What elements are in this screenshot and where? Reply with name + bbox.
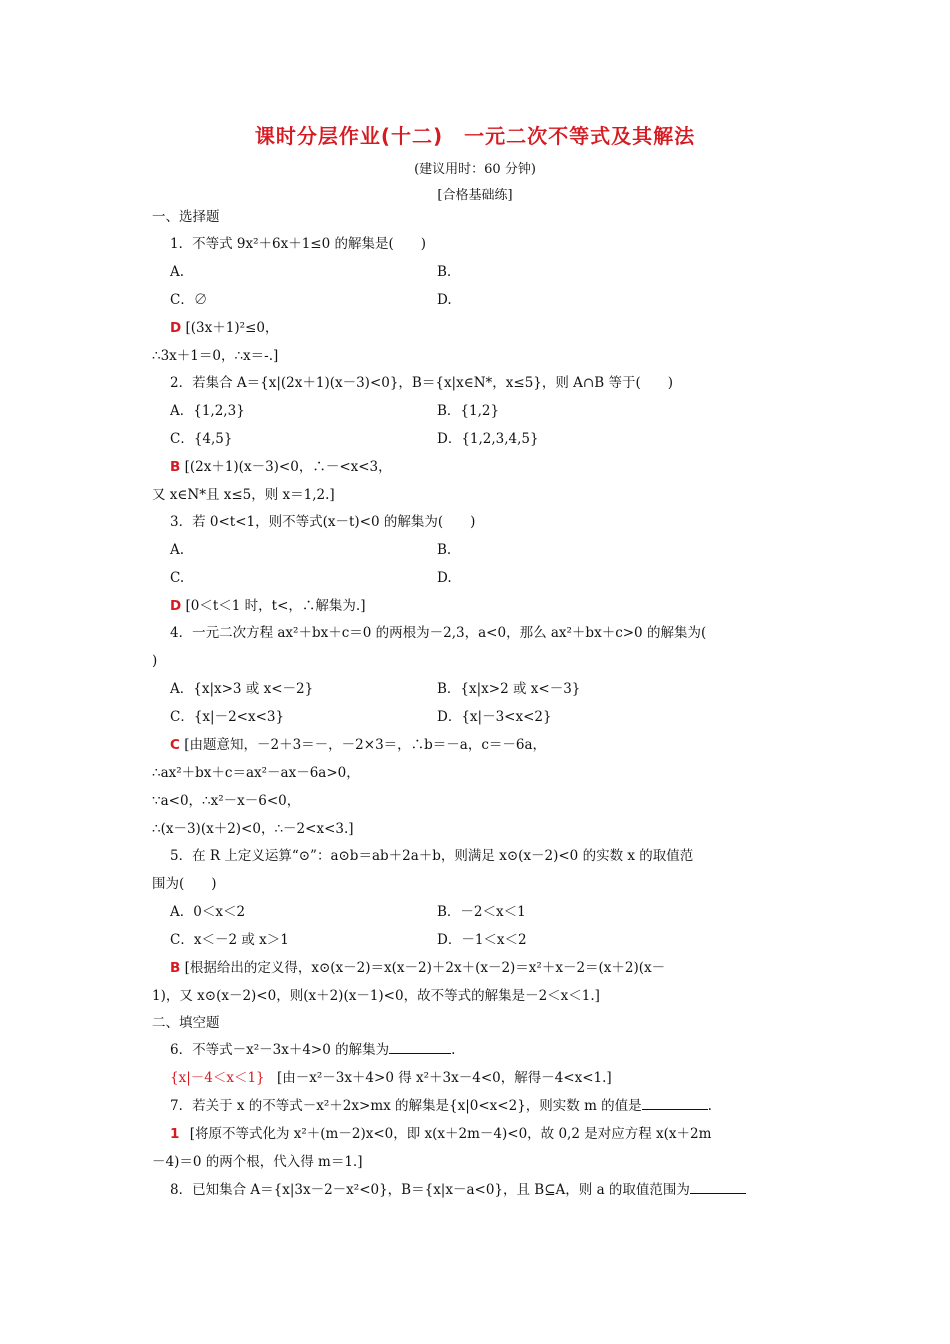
q7-answer-value: 1 xyxy=(170,1126,180,1142)
q3-option-b: B. xyxy=(437,542,452,558)
q1-answer-letter: D xyxy=(170,320,182,336)
q4-answer-text: [由题意知，－2＋3＝－，－2×3＝，∴b＝－a，c＝－6a， xyxy=(184,737,547,753)
q1-answer xyxy=(170,319,278,337)
q7-answer-text: [将原不等式化为 x²＋(m－2)x<0，即 x(x＋2m－4)<0，故 0,2 是对应方程 x(x＋2m xyxy=(189,1126,712,1142)
page-title: 课时分层作业(十二) 一元二次不等式及其解法 xyxy=(254,124,696,148)
q4-option-b: B．{x|x>2 或 x<－3} xyxy=(437,681,581,697)
q1-answer-line2: ∴3x＋1＝0，∴x＝-.] xyxy=(152,348,279,364)
q2-option-b: B．{1,2} xyxy=(437,403,500,419)
q4-answer-line4: ∴(x－3)(x＋2)<0，∴－2<x<3.] xyxy=(152,821,354,837)
q7-stem-end: . xyxy=(707,1098,712,1114)
q1-option-c: C．∅ xyxy=(170,292,208,308)
q2-answer-text: [(2x＋1)(x－3)<0，∴－<x<3， xyxy=(184,459,392,475)
q5-stem: 5．在 R 上定义运算“⊙”：a⊙b＝ab＋2a＋b，则满足 x⊙(x－2)<0 的实数 x 的取值范 xyxy=(170,848,694,864)
q1-answer-text: [(3x＋1)²≤0， xyxy=(185,320,279,336)
q5-answer-line2: 1)，又 x⊙(x－2)<0，则(x＋2)(x－1)<0，故不等式的解集是－2＜x＜1.] xyxy=(152,988,600,1004)
q1-option-a: A. xyxy=(170,264,185,280)
q4-answer-letter: C xyxy=(170,737,180,753)
q8-stem-text: 8．已知集合 A＝{x|3x－2－x²<0}，B＝{x|x－a<0}，且 B⊆A，则 a 的取值范围为 xyxy=(170,1182,690,1198)
q5-stem-cont: 围为( ) xyxy=(152,876,217,892)
q4-option-d: D．{x|－3<x<2} xyxy=(437,709,552,725)
q2-answer xyxy=(170,458,392,476)
q7-stem-text: 7．若关于 x 的不等式－x²＋2x>mx 的解集是{x|0<x<2}，则实数 m 的值是 xyxy=(170,1098,642,1114)
q2-option-a: A．{1,2,3} xyxy=(170,403,245,419)
q7-answer-line2: －4)＝0 的两个根，代入得 m＝1.] xyxy=(152,1154,363,1170)
q5-option-d: D．－1＜x＜2 xyxy=(437,932,527,948)
q7-answer xyxy=(170,1125,711,1143)
q3-option-c: C. xyxy=(170,570,185,586)
q3-answer-text: [0＜t＜1 时，t<，∴解集为.] xyxy=(185,598,366,614)
q4-stem: 4．一元二次方程 ax²＋bx＋c＝0 的两根为－2,3，a<0，那么 ax²＋bx＋c>0 的解集为( xyxy=(170,625,707,641)
q4-answer xyxy=(170,736,546,754)
q6-stem-end: . xyxy=(451,1042,456,1058)
q4-option-a: A．{x|x>3 或 x<－2} xyxy=(170,681,314,697)
q5-option-b: B．－2＜x＜1 xyxy=(437,904,526,920)
q3-answer-letter: D xyxy=(170,598,182,614)
q1-stem: 1．不等式 9x²＋6x＋1≤0 的解集是( ) xyxy=(170,236,427,252)
q5-answer-text: [根据给出的定义得，x⊙(x－2)＝x(x－2)＋2x＋(x－2)＝x²＋x－2＝(x＋2)(x－ xyxy=(184,960,666,976)
q3-answer xyxy=(170,597,365,615)
q5-option-a: A．0＜x＜2 xyxy=(170,904,246,920)
time-hint: (建议用时：60 分钟) xyxy=(414,162,536,177)
q2-stem: 2．若集合 A＝{x|(2x＋1)(x－3)<0}，B＝{x|x∈N*，x≤5}，则 A∩B 等于( ) xyxy=(170,375,673,391)
q5-answer xyxy=(170,959,665,977)
q1-option-b: B. xyxy=(437,264,452,280)
q6-blank xyxy=(389,1041,451,1054)
section-choice: 一、选择题 xyxy=(152,209,220,225)
q4-answer-line2: ∴ax²＋bx＋c＝ax²－ax－6a>0， xyxy=(152,765,360,781)
q7-blank xyxy=(642,1097,708,1110)
q1-option-d: D. xyxy=(437,292,452,308)
q6-answer-text: [由－x²－3x＋4>0 得 x²＋3x－4<0，解得－4<x<1.] xyxy=(276,1070,612,1086)
q2-option-d: D．{1,2,3,4,5} xyxy=(437,431,539,447)
q2-answer-line2: 又 x∈N*且 x≤5，则 x＝1,2.] xyxy=(152,487,335,503)
q4-stem-cont: ) xyxy=(152,653,158,669)
q3-stem: 3．若 0<t<1，则不等式(x－t)<0 的解集为( ) xyxy=(170,514,476,530)
q7-stem xyxy=(170,1097,712,1115)
q4-option-c: C．{x|－2<x<3} xyxy=(170,709,285,725)
q6-answer xyxy=(170,1069,612,1087)
q6-answer-value: {x|－4＜x＜1} xyxy=(170,1070,265,1086)
q2-option-c: C．{4,5} xyxy=(170,431,233,447)
level-label: [合格基础练] xyxy=(437,188,513,203)
q6-stem xyxy=(170,1041,455,1059)
q8-stem xyxy=(170,1181,746,1199)
section-fill: 二、填空题 xyxy=(152,1015,220,1031)
q4-answer-line3: ∵a<0，∴x²－x－6<0， xyxy=(152,793,301,809)
q5-answer-letter: B xyxy=(170,960,181,976)
q3-option-d: D. xyxy=(437,570,452,586)
q6-stem-text: 6．不等式－x²－3x＋4>0 的解集为 xyxy=(170,1042,390,1058)
q2-answer-letter: B xyxy=(170,459,181,475)
q3-option-a: A. xyxy=(170,542,185,558)
q5-option-c: C．x＜－2 或 x＞1 xyxy=(170,932,289,948)
q8-blank xyxy=(690,1181,746,1194)
